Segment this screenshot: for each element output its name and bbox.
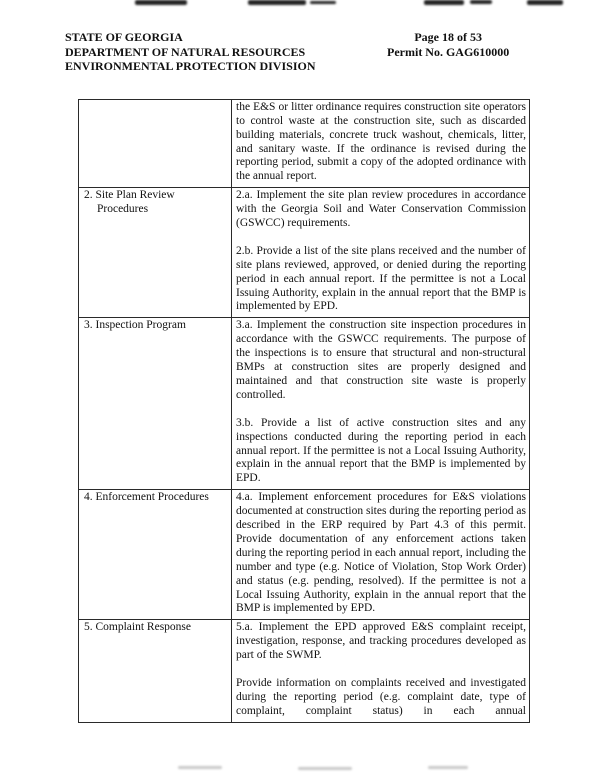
bmp-label-cell	[79, 490, 232, 620]
bmp-paragraph: 3.a. Implement the construction site inspection procedures in accordance with the GSWCC requirements. The purpose of the inspections is to ensure that structural and non-structural BMPs at construction sites are properly designed and maintained and that construction site waste is properly controlled.	[236, 319, 526, 401]
bmp-content-cell	[232, 188, 530, 318]
bmp-content-cell	[232, 490, 530, 620]
bmp-paragraph: 4.a. Implement enforcement procedures for E&S violations documented at construction sites during the reporting period as described in the ERP required by Part 4.3 of this permit. Provide documentation of any enforcement actions taken during the reporting period in each annual report, including the number and type (e.g. Notice of Violation, Stop Work Order) and status (e.g. pending, resolved). If the permittee is not a Local Issuing Authority, explain in the annual report that the BMP is implemented by EPD.	[236, 491, 526, 615]
agency-title-block	[65, 30, 387, 74]
bmp-paragraph: 5.a. Implement the EPD approved E&S complaint receipt, investigation, response, and tracking procedures developed as part of the SWMP.	[236, 621, 526, 662]
bmp-content-cell	[232, 99, 530, 187]
division-title: ENVIRONMENTAL PROTECTION DIVISION	[65, 59, 316, 74]
permit-number: Permit No. GAG610000	[387, 44, 510, 59]
page-meta-block	[387, 30, 509, 74]
scan-artifact	[428, 766, 468, 769]
scan-artifact	[310, 1, 336, 4]
bmp-content-cell	[232, 318, 530, 490]
bmp-label: 5. Complaint Response	[84, 621, 192, 634]
bmp-label: 3. Inspection Program	[84, 319, 186, 332]
bmp-content-cell	[232, 620, 530, 722]
bmp-label: 2. Site Plan Review Procedures	[84, 189, 175, 216]
bmp-paragraph: Provide information on complaints received and investigated during the reporting period (e.g. complaint date, type of complaint, complaint status) in each annual	[236, 676, 526, 717]
scan-artifact	[248, 0, 306, 5]
page-header	[0, 30, 600, 74]
bmp-label-cell	[79, 318, 232, 490]
scan-artifact	[527, 0, 563, 5]
scan-artifact	[424, 0, 464, 5]
scan-artifact	[298, 767, 352, 770]
scan-artifact	[135, 0, 187, 5]
bmp-paragraph: 2.a. Implement the site plan review procedures in accordance with the Georgia Soil and Water Conservation Commission (GSWCC) requirements.	[236, 189, 526, 230]
page-number: Page 18 of 53	[414, 30, 482, 44]
bmp-paragraph: 3.b. Provide a list of active construction sites and any inspections conducted during the reporting period in each annual report. If the permittee is not a Local Issuing Authority, explain in the annual report that the BMP is implemented by EPD.	[236, 416, 526, 485]
bmp-label-cell	[79, 188, 232, 318]
scan-artifact	[470, 0, 492, 4]
scan-artifact	[178, 766, 222, 769]
table-row	[79, 188, 530, 318]
bmp-paragraph: 2.b. Provide a list of the site plans received and the number of site plans reviewed, approved, or denied during the reporting period in each annual report. If the permittee is not a Local Issuing Authority, explain in the annual report that the BMP is implemented by EPD.	[236, 244, 526, 313]
department-title: DEPARTMENT OF NATURAL RESOURCES	[65, 44, 306, 59]
bmp-table	[78, 99, 530, 723]
table-row	[79, 318, 530, 490]
table-row	[79, 490, 530, 620]
table-row	[79, 99, 530, 187]
bmp-label-cell	[79, 620, 232, 722]
table-row	[79, 620, 530, 722]
bmp-label-cell	[79, 99, 232, 187]
bmp-label: 4. Enforcement Procedures	[84, 491, 209, 504]
bmp-paragraph: the E&S or litter ordinance requires construction site operators to control waste at the construction site, such as discarded building materials, concrete truck washout, chemicals, litter, and sanitary waste. If the ordinance is revised during the reporting period, submit a copy of the adopted ordinance with the annual report.	[236, 100, 526, 183]
state-title: STATE OF GEORGIA	[65, 30, 183, 44]
